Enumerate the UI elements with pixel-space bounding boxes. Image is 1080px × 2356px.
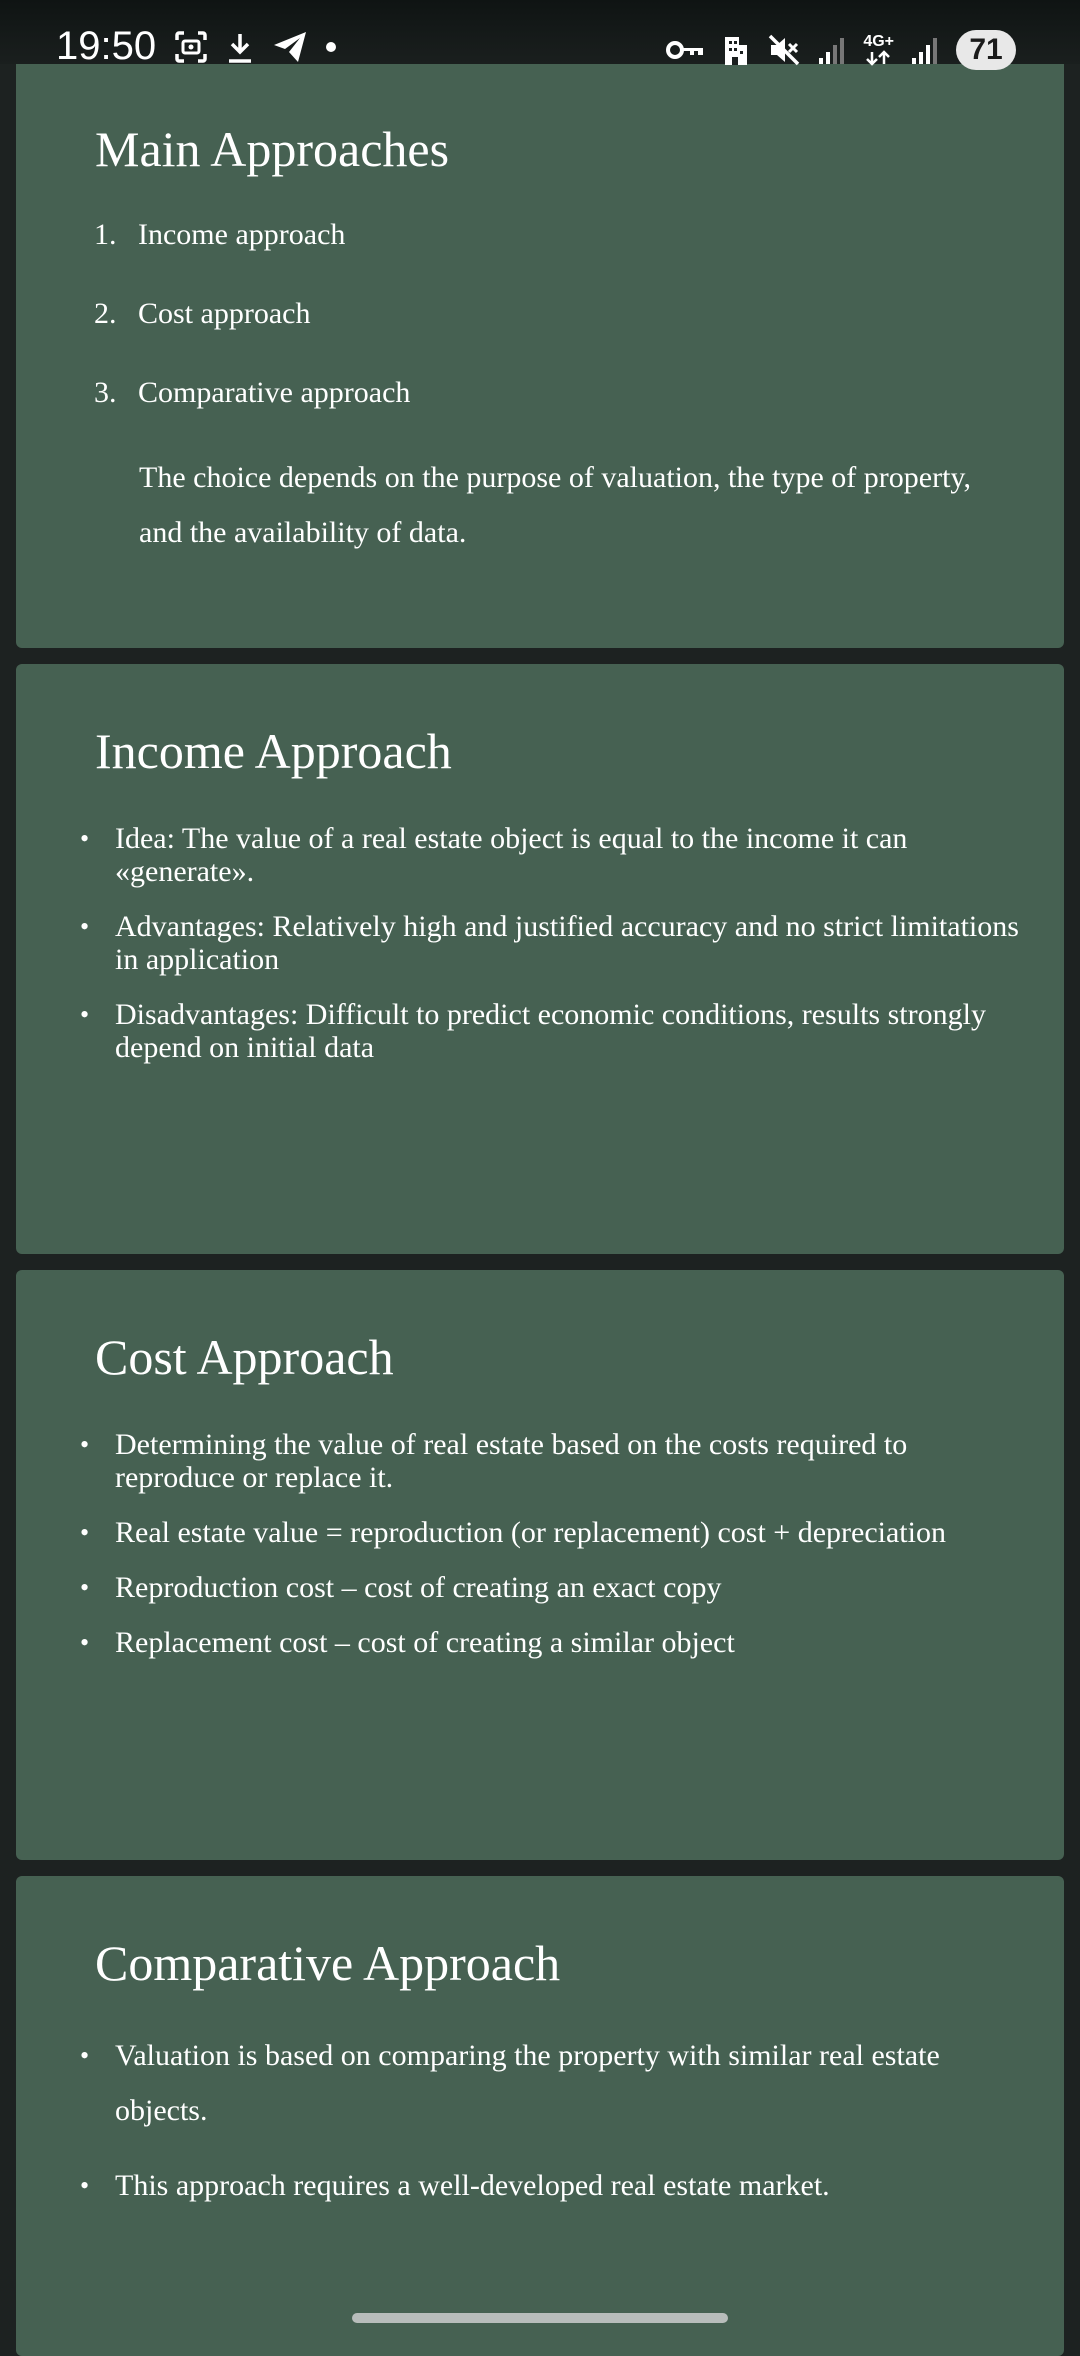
work-profile-icon (721, 33, 751, 67)
notification-icons (174, 30, 336, 64)
battery-indicator: 71 (956, 30, 1016, 70)
list-number: 2. (94, 297, 117, 330)
status-bar (0, 0, 1080, 68)
bullet-list (80, 2028, 1020, 2233)
slide-main-approaches[interactable] (16, 48, 1064, 648)
list-item: • Disadvantages: Difficult to predict economic conditions, results strongly depend on initial data (80, 998, 1020, 1064)
list-number: 3. (94, 376, 117, 409)
home-indicator[interactable] (352, 2313, 728, 2323)
list-item: • Reproduction cost – cost of creating an exact copy (80, 1571, 1020, 1604)
list-item: • Valuation is based on comparing the property with similar real estate objects. (80, 2028, 1020, 2138)
approaches-list (94, 218, 410, 455)
status-time: 19:50 (56, 24, 157, 68)
signal-strength-2-icon (910, 34, 940, 66)
more-notifications-dot-icon (326, 42, 336, 52)
list-item: • This approach requires a well-developed real estate market. (80, 2158, 1020, 2213)
list-item: • Real estate value = reproduction (or replacement) cost + depreciation (80, 1516, 1020, 1549)
download-icon (226, 30, 254, 64)
signal-strength-icon (817, 34, 847, 66)
list-item-text: Income approach (138, 218, 346, 251)
slide-cost-approach[interactable] (16, 1270, 1064, 1860)
list-item: • Idea: The value of a real estate object is equal to the income it can «generate». (80, 822, 1020, 888)
system-icons (665, 30, 1016, 70)
slide-title: Comparative Approach (95, 1935, 561, 1991)
telegram-icon (272, 30, 308, 64)
screenshot-icon (174, 30, 208, 64)
list-item-text: Cost approach (138, 297, 311, 330)
bullet-list (80, 1428, 1020, 1681)
slide-title: Main Approaches (95, 121, 450, 177)
network-type-indicator (863, 34, 894, 66)
slide-comparative-approach[interactable] (16, 1876, 1064, 2356)
list-item: • Advantages: Relatively high and justified accuracy and no strict limitations in application (80, 910, 1020, 976)
choice-note: The choice depends on the purpose of valuation, the type of property, and the availability of data. (139, 461, 971, 549)
slide-income-approach[interactable] (16, 664, 1064, 1254)
list-item (94, 297, 410, 376)
list-item (94, 376, 410, 455)
list-item: • Determining the value of real estate based on the costs required to reproduce or replace it. (80, 1428, 1020, 1494)
list-item (94, 218, 410, 297)
vpn-key-icon (665, 38, 705, 62)
bullet-list (80, 822, 1020, 1086)
list-number: 1. (94, 218, 117, 251)
slide-title: Cost Approach (95, 1329, 394, 1385)
network-type-label: 4G+ (863, 33, 894, 50)
list-item: • Replacement cost – cost of creating a similar object (80, 1626, 1020, 1659)
list-item-text: Comparative approach (138, 376, 411, 409)
data-transfer-icon (863, 50, 893, 66)
slide-title: Income Approach (95, 723, 452, 779)
mute-icon (767, 33, 801, 67)
